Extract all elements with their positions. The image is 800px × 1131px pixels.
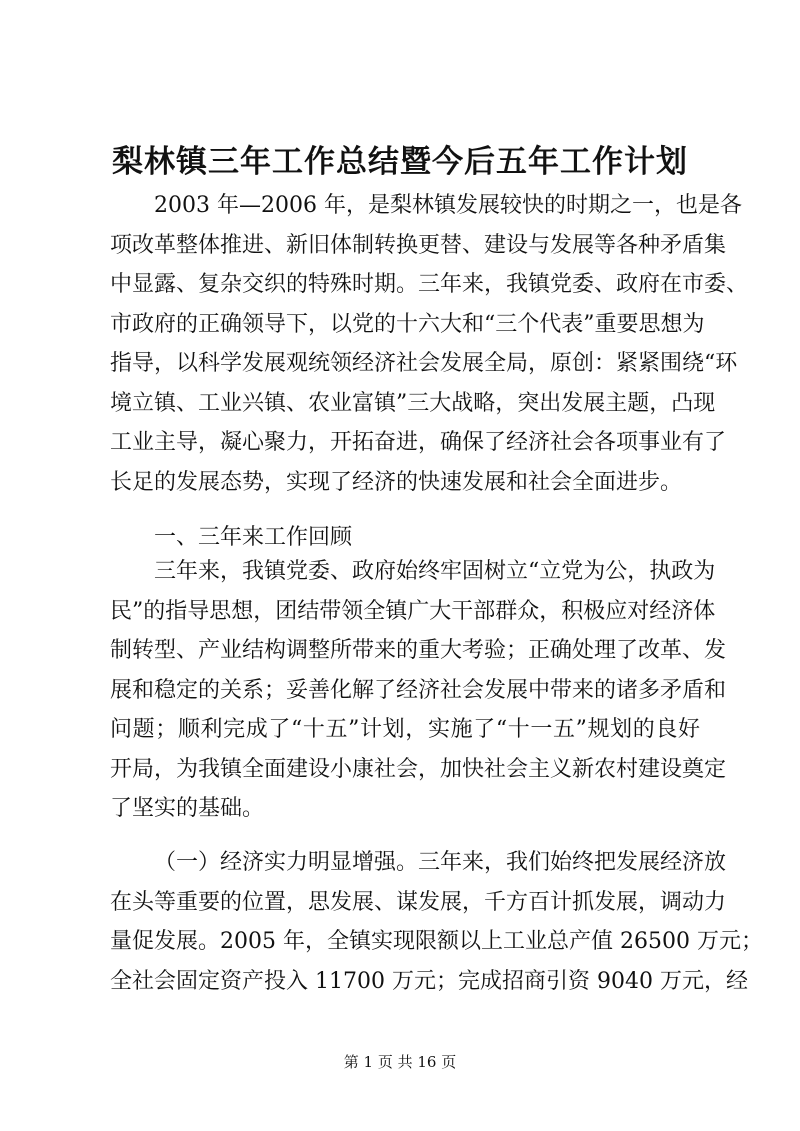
text-line: 三年来，我镇党委、政府始终牢固树立“立党为公，执政为: [154, 559, 716, 584]
text-line: 开局，为我镇全面建设小康社会，加快社会主义新农村建设奠定: [110, 756, 727, 782]
text-line: 境立镇、工业兴镇、农业富镇”三大战略，突出发展主题，凸现: [110, 390, 716, 416]
paragraph-economy: [110, 843, 763, 1001]
text-line: 展和稳定的关系；妥善化解了经济社会发展中带来的诸多矛盾和: [110, 677, 727, 703]
section-heading-text: 一、三年来工作回顾: [154, 525, 353, 550]
text-line: 了坚实的基础。: [110, 796, 265, 821]
text-line: 量促发展。2005 年，全镇实现限额以上工业总产值 26500 万元；: [110, 929, 763, 954]
text-line: （一）经济实力明显增强。三年来，我们始终把发展经济放: [154, 850, 727, 875]
text-line: 工业主导，凝心聚力，开拓奋进，确保了经济社会各项事业有了: [110, 430, 727, 455]
text-line: 全社会固定资产投入 11700 万元；完成招商引资 9040 万元，经: [110, 968, 748, 994]
text-line: 问题；顺利完成了“十五”计划，实施了“十一五”规划的良好: [110, 717, 700, 742]
document-title: 梨林镇三年工作总结暨今后五年工作计划: [112, 144, 688, 180]
text-line: 制转型、产业结构调整所带来的重大考验；正确处理了改革、发: [110, 638, 727, 663]
text-line: 2003 年—2006 年，是梨林镇发展较快的时期之一，也是各: [154, 193, 742, 218]
text-line: 指导，以科学发展观统领经济社会发展全局，原创：紧紧围绕“环: [110, 351, 738, 376]
text-line: 民”的指导思想，团结带领全镇广大干部群众，积极应对经济体: [110, 598, 716, 624]
text-line: 中显露、复杂交织的特殊时期。三年来，我镇党委、政府在市委、: [110, 272, 749, 297]
page-footer: 第 1 页 共 16 页: [343, 1053, 457, 1071]
text-line: 长足的发展态势，实现了经济的快速发展和社会全面进步。: [110, 469, 683, 495]
text-line: 市政府的正确领导下，以党的十六大和“三个代表”重要思想为: [110, 311, 705, 337]
paragraph-review: [110, 552, 727, 829]
text-line: 在头等重要的位置，思发展、谋发展，千方百计抓发展，调动力: [110, 889, 727, 915]
text-line: 项改革整体推进、新旧体制转换更替、建设与发展等各种矛盾集: [110, 232, 727, 258]
paragraph-intro: [110, 186, 749, 502]
